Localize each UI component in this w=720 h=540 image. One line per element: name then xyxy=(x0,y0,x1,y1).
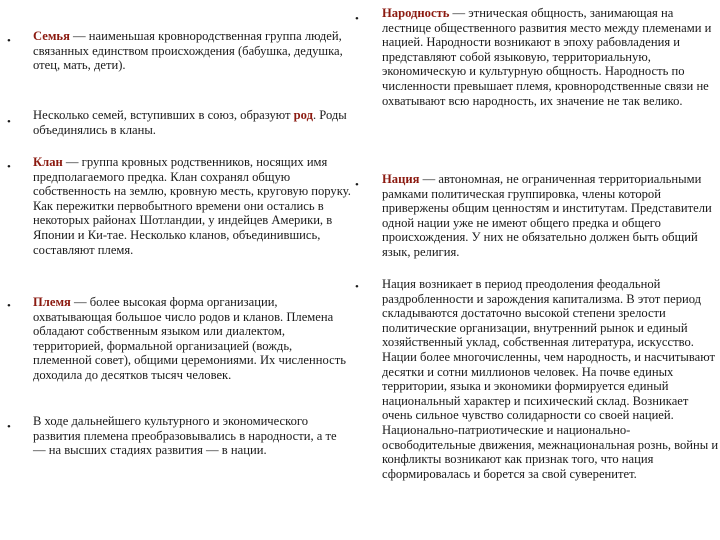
text-nation-origin: Нация возникает в период преодоления феодальной раздробленности и зарождения капитализма. В этот период складываются достаточно высокой степени зрелости политические организации, внутренний рынок и единый хозяйственный уклад, собственная литература, искусство. Нации более многочисленны, чем народность, и насчитывают десятки и сотни миллионов человек. На почве единых территории, языка и экономики формируется единый национальный характер и психический склад. Возникает очень сильное чувство солидарности со своей нацией. Национально-патриотические и национально-освободительные движения, межнациональная рознь, войны и конфликты возникают как признак того, что нация сформировалась и борется за свой суверенитет. xyxy=(382,277,719,481)
term-nationality: Народность xyxy=(382,6,450,20)
list-item-tribe xyxy=(33,295,351,383)
list-item-nation xyxy=(382,172,719,260)
list-item-clan-union xyxy=(33,108,351,137)
definition-nationality: — этническая общность, занимающая на лестнице общественного развития место между племенами и нацией. Народности возникают в эпоху рабовладения и представляют собой языковую, территориальную, экономическую и культурную общность. Народность по численности превышает племя, кровнородственные связи не охватывают всю народность, их значение не так велико. xyxy=(382,6,712,108)
term-kin: род xyxy=(293,108,313,122)
list-item-nation-origin xyxy=(382,277,719,481)
bullet-icon: • xyxy=(7,161,11,173)
bullet-icon: • xyxy=(7,35,11,47)
definition-tribe: — более высокая форма организации, охватывающая большое число родов и кланов. Племена обладают собственным языком или диалектом, территорией, формальной организацией (вождь, племенной совет), общими церемониями. Их численность доходила до десятков тысяч человек. xyxy=(33,295,346,382)
list-item-family xyxy=(33,29,351,73)
text-clan-union-pre: Несколько семей, вступивших в союз, образуют xyxy=(33,108,294,122)
bullet-icon: • xyxy=(7,300,11,312)
term-clan: Клан xyxy=(33,155,63,169)
list-item-nationality xyxy=(382,6,719,108)
term-nation: Нация xyxy=(382,172,420,186)
definition-nation: — автономная, не ограниченная территориальными рамками политическая группировка, члены которой привержены общим ценностям и институтам. Представители одной нации уже не имеют общего предка и общего происхождения. У них не обязательно должен быть общий язык, религия. xyxy=(382,172,712,259)
bullet-icon: • xyxy=(7,421,11,433)
list-item-development xyxy=(33,414,351,458)
bullet-icon: • xyxy=(355,13,359,25)
bullet-icon: • xyxy=(355,179,359,191)
text-development: В ходе дальнейшего культурного и экономического развития племена преобразовывались в народности, а те — на высших стадиях развития — в нации. xyxy=(33,414,337,458)
bullet-icon: • xyxy=(355,281,359,293)
definition-family: — наименьшая кровнородственная группа людей, связанных единством происхождения (бабушка, дедушка, отец, мать, дети). xyxy=(33,29,343,73)
bullet-icon: • xyxy=(7,116,11,128)
list-item-clan xyxy=(33,155,351,257)
text-clan-union-post: . Роды объединялись в кланы. xyxy=(33,108,347,137)
definition-clan: — группа кровных родственников, носящих имя предполагаемого предка. Клан сохранял общую собственность на землю, кровную месть, круговую поруку. Как пережитки первобытного времени они остались в некоторых районах Шотландии, у индейцев Америки, в Японии и Ки-тае. Несколько кланов, объединившись, составляют племя. xyxy=(33,155,351,257)
term-family: Семья xyxy=(33,29,70,43)
term-tribe: Племя xyxy=(33,295,71,309)
